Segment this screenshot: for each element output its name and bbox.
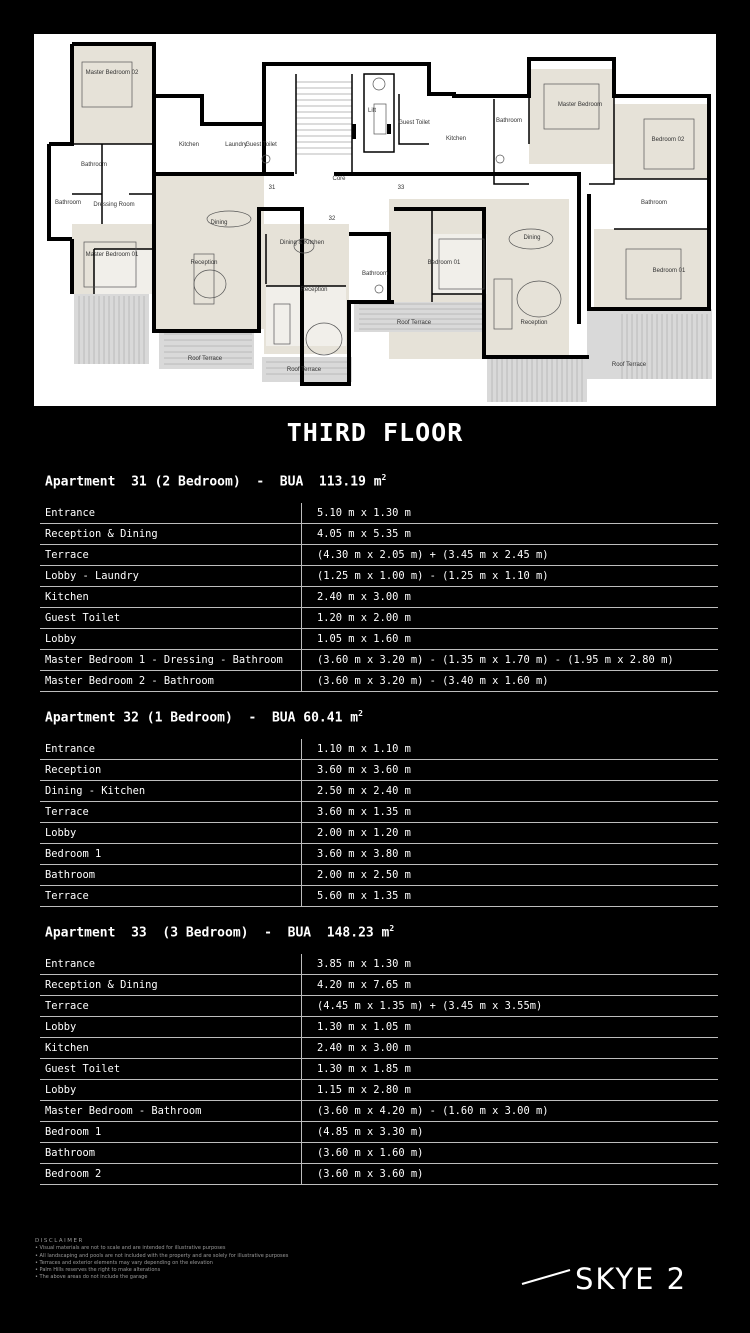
disclaimer-line: • Visual materials are not to scale and are intended for illustrative purposes	[35, 1245, 226, 1252]
plan-label-bathroom-b: Bathroom	[54, 200, 82, 206]
table-row	[40, 524, 718, 545]
table-row	[40, 1080, 718, 1101]
apartment-32-unit-sup: 2	[358, 709, 363, 718]
plan-label-bedroom-01b: Bedroom 01	[427, 260, 461, 266]
room-name: Entrance	[40, 503, 302, 524]
table-row	[40, 1017, 718, 1038]
room-dimensions: 3.60 m x 3.80 m	[302, 844, 719, 865]
floor-plan	[34, 34, 716, 406]
plan-label-reception-c: Reception	[520, 320, 548, 326]
room-name: Lobby - Laundry	[40, 566, 302, 587]
room-name: Entrance	[40, 739, 302, 760]
room-dimensions: 2.00 m x 2.50 m	[302, 865, 719, 886]
apartment-33-heading	[45, 924, 394, 940]
table-row	[40, 996, 718, 1017]
room-dimensions: 3.85 m x 1.30 m	[302, 954, 719, 975]
apartment-33-unit-sup: 2	[389, 924, 395, 933]
plan-label-guest-toilet-b: Guest Toilet	[398, 120, 430, 126]
room-name: Master Bedroom 1 - Dressing - Bathroom	[40, 650, 302, 671]
plan-label-roof-terrace-b: Roof Terrace	[286, 367, 322, 373]
disclaimer-heading: DISCLAIMER	[35, 1238, 84, 1244]
plan-label-bathroom-d: Bathroom	[495, 118, 523, 124]
room-name: Lobby	[40, 1080, 302, 1101]
plan-label-guest-toilet-a: Guest Toilet	[245, 142, 277, 148]
table-row	[40, 781, 718, 802]
plan-label-master-bedroom-c: Master Bedroom	[557, 102, 603, 108]
room-name: Bathroom	[40, 1143, 302, 1164]
table-row	[40, 954, 718, 975]
table-row	[40, 886, 718, 907]
plan-label-bathroom-c: Bathroom	[361, 271, 389, 277]
room-name: Guest Toilet	[40, 1059, 302, 1080]
room-dimensions: (3.60 m x 1.60 m)	[302, 1143, 719, 1164]
table-row	[40, 1164, 718, 1185]
plan-label-roof-terrace-d: Roof Terrace	[611, 362, 647, 368]
room-dimensions: (1.25 m x 1.00 m) - (1.25 m x 1.10 m)	[302, 566, 719, 587]
room-name: Bedroom 2	[40, 1164, 302, 1185]
room-dimensions: 1.05 m x 1.60 m	[302, 629, 719, 650]
logo-text: SKYE 2	[575, 1262, 688, 1296]
room-name: Terrace	[40, 996, 302, 1017]
room-dimensions: 2.00 m x 1.20 m	[302, 823, 719, 844]
room-dimensions: 2.40 m x 3.00 m	[302, 1038, 719, 1059]
plan-label-roof-terrace-c: Roof Terrace	[396, 320, 432, 326]
room-dimensions: 3.60 m x 1.35 m	[302, 802, 719, 823]
room-name: Dining - Kitchen	[40, 781, 302, 802]
table-row	[40, 650, 718, 671]
apartment-32-title: Apartment 32 (1 Bedroom) - BUA 60.41 m	[45, 710, 359, 726]
plan-label-bedroom-01c: Bedroom 01	[652, 268, 686, 274]
plan-label-core: Core	[332, 176, 346, 182]
table-row	[40, 545, 718, 566]
room-name: Lobby	[40, 1017, 302, 1038]
room-name: Lobby	[40, 629, 302, 650]
apartment-31-heading	[45, 473, 386, 489]
room-name: Terrace	[40, 802, 302, 823]
room-name: Master Bedroom - Bathroom	[40, 1101, 302, 1122]
room-dimensions: 5.60 m x 1.35 m	[302, 886, 719, 907]
room-name: Bathroom	[40, 865, 302, 886]
plan-label-dining-kitchen: Dining & Kitchen	[279, 240, 325, 246]
table-row	[40, 566, 718, 587]
room-dimensions: 2.40 m x 3.00 m	[302, 587, 719, 608]
room-name: Kitchen	[40, 587, 302, 608]
plan-label-bedroom-02c: Bedroom 02	[651, 137, 685, 143]
room-name: Master Bedroom 2 - Bathroom	[40, 671, 302, 692]
table-row	[40, 844, 718, 865]
plan-label-reception-a: Reception	[190, 260, 218, 266]
apartment-31-title: Apartment 31 (2 Bedroom) - BUA 113.19 m	[45, 474, 382, 490]
plan-label-master-bedroom-02a: Master Bedroom 02	[85, 70, 139, 76]
table-row	[40, 587, 718, 608]
plan-label-lift: Lift	[367, 108, 377, 114]
room-name: Reception & Dining	[40, 524, 302, 545]
room-dimensions: 1.30 m x 1.05 m	[302, 1017, 719, 1038]
disclaimer-line: • Palm Hills reserves the right to make alterations	[35, 1267, 161, 1274]
disclaimer-line: • The above areas do not include the garage	[35, 1274, 148, 1281]
plan-label-num-33: 33	[397, 185, 405, 191]
room-dimensions: (4.30 m x 2.05 m) + (3.45 m x 2.45 m)	[302, 545, 719, 566]
plan-label-bathroom-a: Bathroom	[80, 162, 108, 168]
room-dimensions: 4.05 m x 5.35 m	[302, 524, 719, 545]
table-row	[40, 1143, 718, 1164]
room-dimensions: 4.20 m x 7.65 m	[302, 975, 719, 996]
room-dimensions: 1.30 m x 1.85 m	[302, 1059, 719, 1080]
table-row	[40, 1038, 718, 1059]
skye-logo	[520, 1262, 705, 1298]
table-row	[40, 629, 718, 650]
room-dimensions: 1.20 m x 2.00 m	[302, 608, 719, 629]
room-name: Terrace	[40, 886, 302, 907]
room-dimensions: 2.50 m x 2.40 m	[302, 781, 719, 802]
apartment-32-heading	[45, 709, 363, 725]
room-dimensions: (4.45 m x 1.35 m) + (3.45 m x 3.55m)	[302, 996, 719, 1017]
room-dimensions: (3.60 m x 3.20 m) - (3.40 m x 1.60 m)	[302, 671, 719, 692]
room-name: Reception	[40, 760, 302, 781]
disclaimer-line: • Terraces and exterior elements may vary depending on the elevation	[35, 1259, 213, 1266]
table-row	[40, 823, 718, 844]
disclaimer-line: • All landscaping and pools are not included with the property and are solely for illustrative purposes	[35, 1252, 289, 1259]
disclaimer	[35, 1238, 288, 1282]
table-row	[40, 503, 718, 524]
plan-label-reception-b: Reception	[300, 287, 328, 293]
table-row	[40, 608, 718, 629]
table-row	[40, 802, 718, 823]
room-dimensions: 3.60 m x 3.60 m	[302, 760, 719, 781]
plan-label-num-31: 31	[268, 185, 276, 191]
apartment-32-table	[40, 739, 718, 907]
table-row	[40, 1059, 718, 1080]
table-row	[40, 1122, 718, 1143]
apartment-33-title: Apartment 33 (3 Bedroom) - BUA 148.23 m	[45, 925, 390, 941]
plan-label-laundry: Laundry	[225, 142, 247, 148]
room-dimensions: (3.60 m x 3.20 m) - (1.35 m x 1.70 m) - (1.95 m x 2.80 m)	[302, 650, 719, 671]
table-row	[40, 1101, 718, 1122]
plan-label-kitchen-a: Kitchen	[178, 142, 200, 148]
table-row	[40, 739, 718, 760]
room-dimensions: 5.10 m x 1.30 m	[302, 503, 719, 524]
plan-label-bathroom-e: Bathroom	[640, 200, 668, 206]
floor-plan-drawing	[34, 34, 716, 406]
room-name: Terrace	[40, 545, 302, 566]
table-row	[40, 975, 718, 996]
plan-label-num-32: 32	[328, 216, 336, 222]
apartment-33-table	[40, 954, 718, 1185]
plan-label-master-bedroom-01: Master Bedroom 01	[85, 252, 139, 258]
room-name: Lobby	[40, 823, 302, 844]
room-name: Bedroom 1	[40, 1122, 302, 1143]
room-dimensions: (3.60 m x 4.20 m) - (1.60 m x 3.00 m)	[302, 1101, 719, 1122]
room-dimensions: (4.85 m x 3.30 m)	[302, 1122, 719, 1143]
room-name: Bedroom 1	[40, 844, 302, 865]
room-name: Reception & Dining	[40, 975, 302, 996]
table-row	[40, 760, 718, 781]
room-dimensions: 1.10 m x 1.10 m	[302, 739, 719, 760]
plan-label-dining-c: Dining	[523, 235, 541, 241]
table-row	[40, 865, 718, 886]
apartment-31-unit-sup: 2	[381, 473, 387, 482]
room-dimensions: (3.60 m x 3.60 m)	[302, 1164, 719, 1185]
plan-label-dressing-room: Dressing Room	[93, 202, 135, 208]
room-name: Entrance	[40, 954, 302, 975]
plan-label-dining-a: Dining	[210, 220, 228, 226]
apartment-31-table	[40, 503, 718, 692]
plan-label-roof-terrace-a: Roof Terrace	[187, 356, 223, 362]
table-row	[40, 671, 718, 692]
room-dimensions: 1.15 m x 2.80 m	[302, 1080, 719, 1101]
logo-slash-icon	[520, 1262, 576, 1298]
floor-title: THIRD FLOOR	[286, 418, 464, 447]
room-name: Guest Toilet	[40, 608, 302, 629]
plan-label-kitchen-b: Kitchen	[445, 136, 467, 142]
room-name: Kitchen	[40, 1038, 302, 1059]
